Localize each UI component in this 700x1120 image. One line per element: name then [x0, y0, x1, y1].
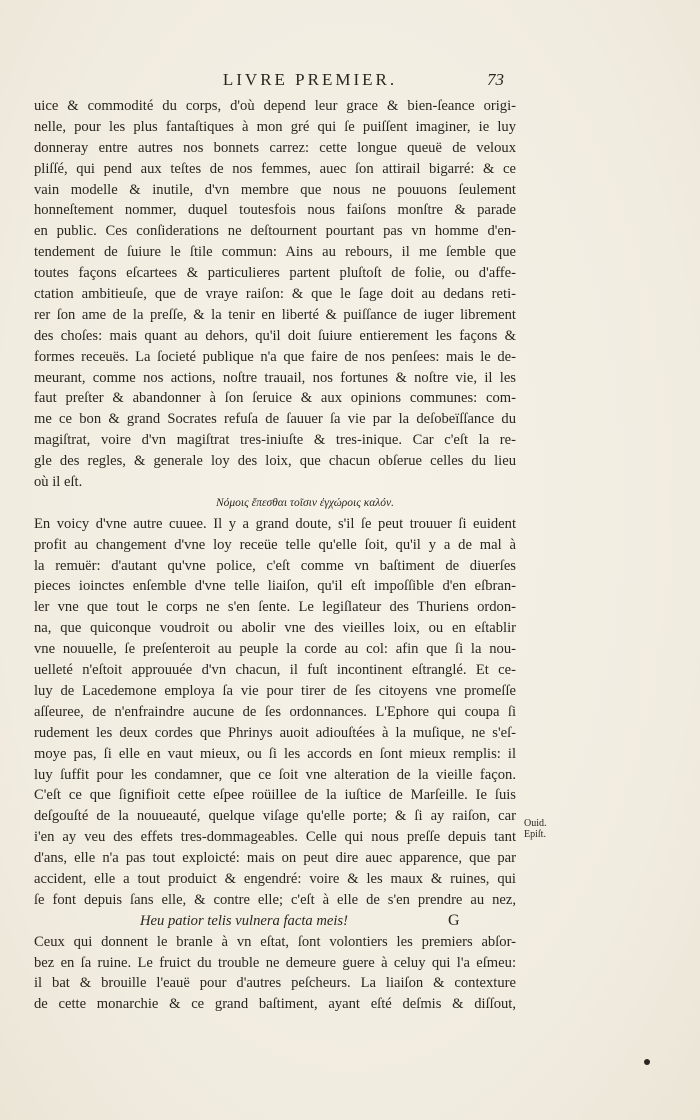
text-line: deſgouſté de la nouueauté, quelque viſage qu'elle porte; & ſi ay raiſon, car	[34, 808, 516, 825]
main-text	[34, 96, 516, 1015]
paragraph-2	[34, 514, 516, 911]
signature-mark: G	[448, 912, 460, 929]
text-line: en public. Ces conſiderations ne deſtournent pourtant pas vn homme d'en-	[34, 223, 516, 240]
greek-quotation: Νόμοις ἕπεσθαι τοῖσιν ἐγχώροις καλόν.	[215, 496, 394, 509]
text-line: la remuër: d'autant qu'vne police, c'eſt comme vn baſtiment de diuerſes	[34, 557, 516, 574]
text-line: magiſtrat, voire d'vn magiſtrat tres-iniuſte & tres-inique. Car c'eſt la re-	[34, 432, 516, 449]
text-line: vne nouuelle, ſe preſenteroit au peuple la corde au col: afin que ſi la nou-	[34, 641, 516, 658]
text-line: aſſeuree, de n'enfraindre aucune de ſes ordonnances. L'Ephore qui coupa ſi	[34, 703, 516, 720]
text-line: me ce bon & grand Socrates refuſa de ſauuer ſa vie par la deſobeïſſance du	[34, 411, 516, 428]
text-line: uice & commodité du corps, d'où depend leur grace & bien-ſeance origi-	[34, 98, 516, 114]
text-line: de cette monarchie & ce grand baſtiment, ayant eſté deſmis & diſſout,	[34, 996, 516, 1013]
text-line: rudement les deux cordes que Phrinys auoit adiouſtées à la muſique, ne s'eſ-	[34, 724, 516, 741]
text-line: pieces ioinctes enſemble d'vne telle liaiſon, qu'il eſt impoſſible d'en eſbran-	[34, 578, 516, 595]
margin-note: Ouid. Epiſt.	[524, 818, 547, 840]
text-line: profit au changement d'vne loy receüe telle qu'elle ſoit, qu'il y a de mal à	[34, 536, 516, 553]
text-line: il bat & brouille l'eauë pour d'autres peſcheurs. La liaiſon & contexture	[34, 975, 516, 992]
latin-quotation: Heu patior telis vulnera facta meis!	[140, 912, 348, 929]
text-line: En voicy d'vne autre cuuee. Il y a grand doute, s'il ſe peut trouuer ſi euident	[34, 515, 516, 532]
text-line: formes receuës. La ſocieté publique n'a que faire de nos penſees: mais le de-	[34, 348, 516, 365]
ink-speck	[644, 1059, 650, 1065]
text-line: i'en ay veu des effets tres-dommageables. Celle qui nous preſſe depuis tant	[34, 829, 516, 846]
text-line: C'eſt ce que ſignifioit cette eſpee roüillee de la iuſtice de Marſeille. Ie ſuis	[34, 787, 516, 804]
paragraph-3	[34, 932, 516, 1016]
paragraph-1	[34, 96, 516, 493]
text-line: Ceux qui donnent le branle à vn eſtat, ſont volontiers les premiers abſor-	[34, 933, 516, 950]
text-line: vain modelle & inutile, d'vn membre que nous ne pouuons ſeulement	[34, 181, 516, 198]
text-line: ler vne que tout le corps ne s'en ſente. Le legiſlateur des Thuriens ordon-	[34, 599, 516, 616]
text-line: gle des regles, & generale loy des loix, que chacun obſerue celles du lieu	[34, 453, 516, 470]
text-line: moye pas, ſi elle en vaut mieux, ou ſi les accords en ſont mieux remplis: il	[34, 745, 516, 762]
text-line: toutes façons eſcartees & particulieres partent pluſtoſt de folie, ou d'affe-	[34, 265, 516, 282]
text-line: ctation ambitieuſe, que de vraye raiſon: & que le ſage doit au dedans reti-	[34, 286, 516, 303]
text-line: d'ans, elle n'a pas tout exploicté: mais on peut dire auec apparence, que par	[34, 850, 516, 867]
text-line: donneray entre autres nos bonnets carrez: cette longue queuë de veloux	[34, 139, 516, 156]
text-line: ſe font depuis ſans elle, & contre elle; c'eſt à elle de s'en prendre au nez,	[34, 891, 516, 908]
text-line: accident, elle a tout produict & engendré: voire & les maux & ruines, qui	[34, 870, 516, 887]
text-line: rer ſon ame de la preſſe, & la tenir en liberté & puiſſance de iuger librement	[34, 306, 516, 323]
running-head: LIVRE PREMIER.	[222, 70, 398, 89]
text-line: luy ſuffit pour les condamner, que ce ſoit vne alteration de la vieille façon.	[34, 766, 516, 783]
text-line: luy de Lacedemone employa ſa vie pour tirer de ſes citoyens vne promeſſe	[34, 682, 516, 699]
text-line: tendement de ſuiure le ſtile commun: Ains au rebours, il me ſemble que	[34, 244, 516, 261]
text-line: meurant, comme nos actions, noſtre trauail, nos fortunes & noſtre vie, il les	[34, 369, 516, 386]
text-line: pliſſé, qui pend aux teſtes de nos femmes, auec ſon attirail bigarré: & ce	[34, 160, 516, 177]
text-line: uelleté n'eſtoit approuuée d'vn chacun, il fuſt incontinent eſtranglé. Et ce-	[34, 662, 516, 679]
text-line: des choſes: mais quant au dehors, qu'il doit ſuiure entierement les façons &	[34, 327, 516, 344]
text-line: nelle, pour les plus fantaſtiques à mon gré qui ſe puiſſent imaginer, ie luy	[34, 118, 516, 135]
text-line: honneſtement nommer, duquel toutesfois nous faiſons monſtre & parade	[34, 202, 516, 219]
page-number: 73	[487, 70, 504, 89]
text-line: bez en ſa ruine. Le fruict du trouble ne demeure guere à celuy qui l'a eſmeu:	[34, 954, 516, 971]
text-line: na, que quiconque voudroit ou abolir vne des vieilles loix, ou en eſtablir	[34, 620, 516, 637]
text-line: faut preſter & abandonner à ſon ſeruice & aux opinions communes: com-	[34, 390, 516, 407]
text-line: où il eſt.	[34, 474, 83, 491]
